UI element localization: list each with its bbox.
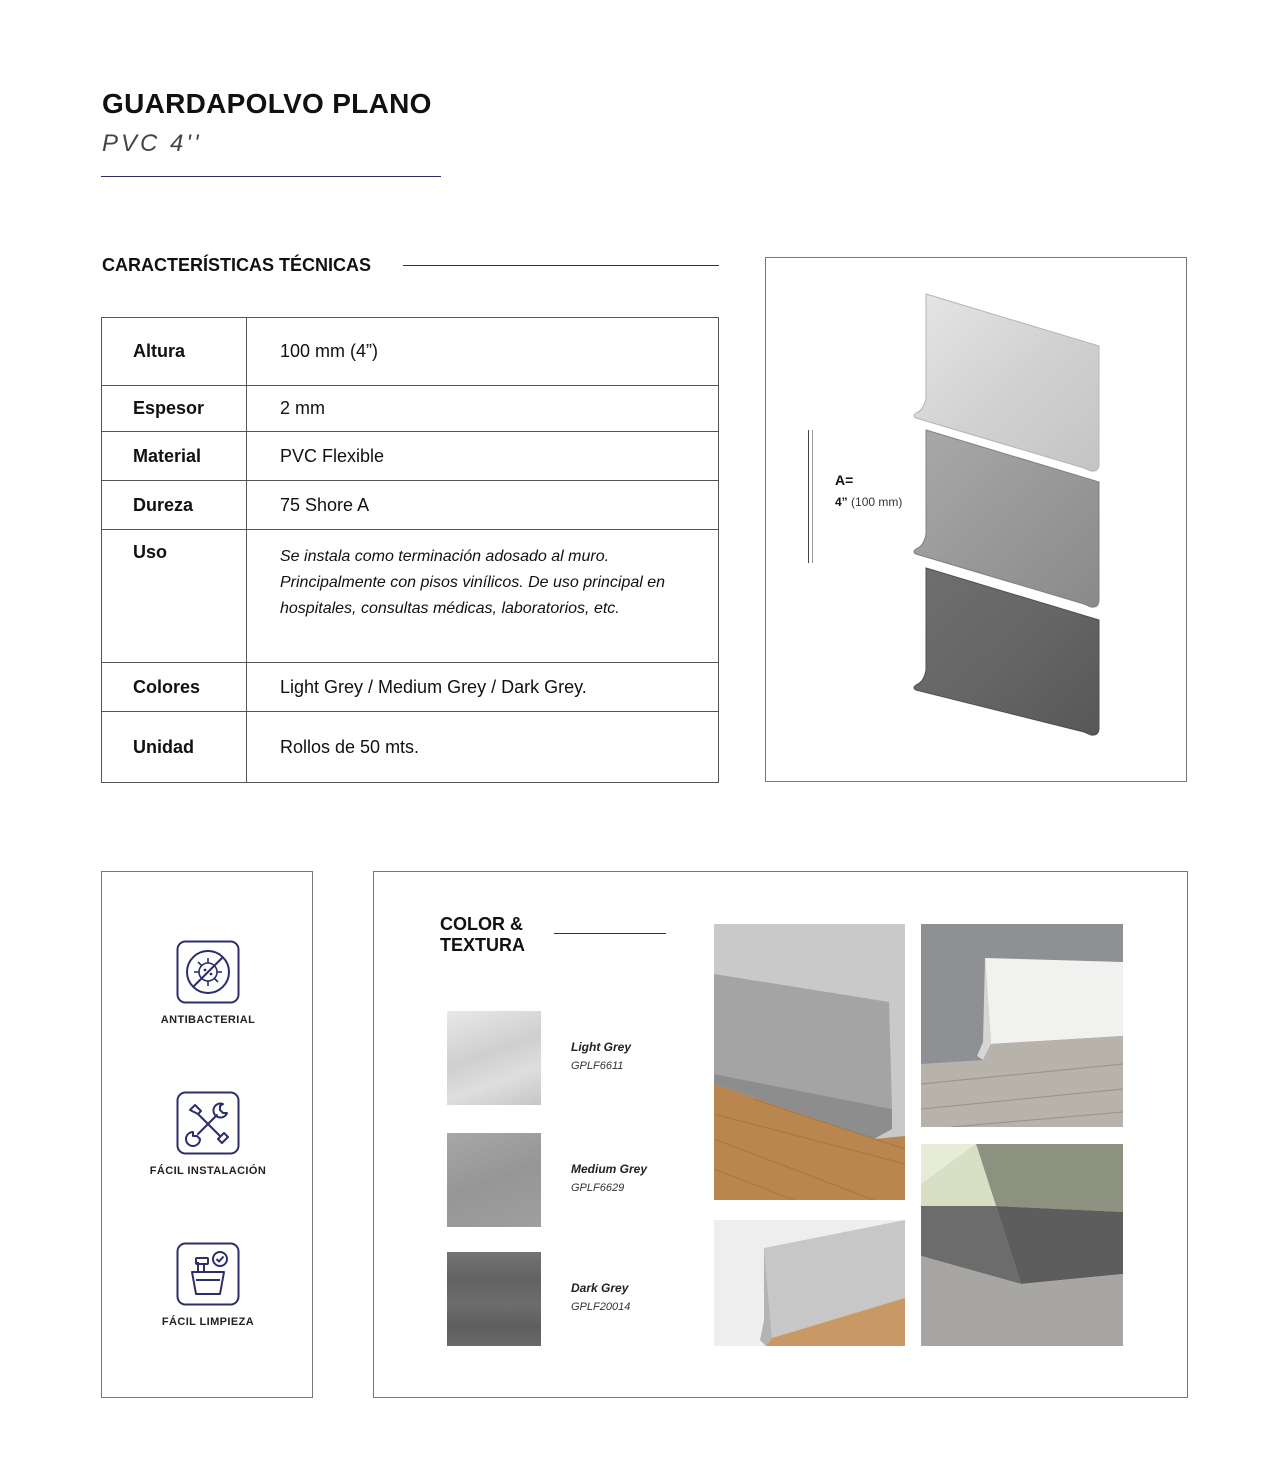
spec-label-altura: Altura xyxy=(102,318,247,386)
dimension-value xyxy=(835,495,902,509)
cleaning-bucket-icon xyxy=(176,1242,240,1306)
dimension-value-inches: 4” xyxy=(835,495,848,509)
antibacterial-icon xyxy=(176,940,240,1004)
color-heading-divider xyxy=(554,933,666,934)
tools-icon xyxy=(176,1091,240,1155)
color-texture-heading: COLOR & TEXTURA xyxy=(440,914,525,955)
swatch-code: GPLF6611 xyxy=(571,1060,624,1072)
swatch-dark-grey xyxy=(447,1252,541,1346)
table-row xyxy=(102,432,719,481)
product-image-panel xyxy=(765,257,1187,782)
table-row xyxy=(102,481,719,530)
swatch-light-grey xyxy=(447,1011,541,1105)
table-row xyxy=(102,712,719,783)
table-row xyxy=(102,530,719,663)
page-title: GUARDAPOLVO PLANO xyxy=(102,88,432,119)
table-row xyxy=(102,318,719,386)
spec-label-uso: Uso xyxy=(102,530,247,663)
swatch-medium-grey xyxy=(447,1133,541,1227)
table-row xyxy=(102,386,719,432)
feature-antibacterial xyxy=(102,940,314,1026)
spec-value-unidad: Rollos de 50 mts. xyxy=(247,712,719,783)
swatch-name: Light Grey xyxy=(571,1040,632,1054)
specs-heading: CARACTERÍSTICAS TÉCNICAS xyxy=(102,255,372,275)
dimension-label: A= xyxy=(835,472,854,488)
specs-table xyxy=(101,317,719,783)
feature-label: FÁCIL LIMPIEZA xyxy=(161,1316,255,1328)
spec-value-dureza: 75 Shore A xyxy=(247,481,719,530)
spec-value-altura: 100 mm (4”) xyxy=(247,318,719,386)
swatch-code: GPLF20014 xyxy=(571,1301,631,1313)
spec-label-material: Material xyxy=(102,432,247,481)
dimension-value-mm: (100 mm) xyxy=(851,495,903,509)
title-divider xyxy=(101,176,441,177)
swatch-name: Medium Grey xyxy=(571,1162,648,1176)
feature-easy-install xyxy=(102,1091,314,1177)
spec-label-dureza: Dureza xyxy=(102,481,247,530)
photo-white-baseboard-stone-floor xyxy=(921,924,1123,1127)
photo-dark-baseboard-corner xyxy=(921,1144,1123,1346)
spec-value-colores: Light Grey / Medium Grey / Dark Grey. xyxy=(247,663,719,712)
spec-label-colores: Colores xyxy=(102,663,247,712)
spec-value-material: PVC Flexible xyxy=(247,432,719,481)
photo-grey-baseboard-wood-floor xyxy=(714,924,905,1200)
feature-label: FÁCIL INSTALACIÓN xyxy=(149,1165,267,1177)
photo-light-baseboard-corner xyxy=(714,1220,905,1346)
spec-value-uso: Se instala como terminación adosado al muro. Principalmente con pisos vinílicos. De uso principal en hospitales, consultas médicas, laboratorios, etc. xyxy=(247,530,719,663)
spec-label-unidad: Unidad xyxy=(102,712,247,783)
page-subtitle: PVC 4'' xyxy=(102,130,202,157)
specs-heading-divider xyxy=(403,265,719,266)
swatch-name: Dark Grey xyxy=(571,1281,629,1295)
feature-easy-clean xyxy=(102,1242,314,1328)
baseboard-profiles-illustration xyxy=(766,258,1186,781)
spec-label-espesor: Espesor xyxy=(102,386,247,432)
swatch-code: GPLF6629 xyxy=(571,1182,625,1194)
dimension-bracket xyxy=(808,430,817,563)
feature-label: ANTIBACTERIAL xyxy=(160,1014,256,1026)
features-panel xyxy=(101,871,313,1398)
table-row xyxy=(102,663,719,712)
spec-value-espesor: 2 mm xyxy=(247,386,719,432)
